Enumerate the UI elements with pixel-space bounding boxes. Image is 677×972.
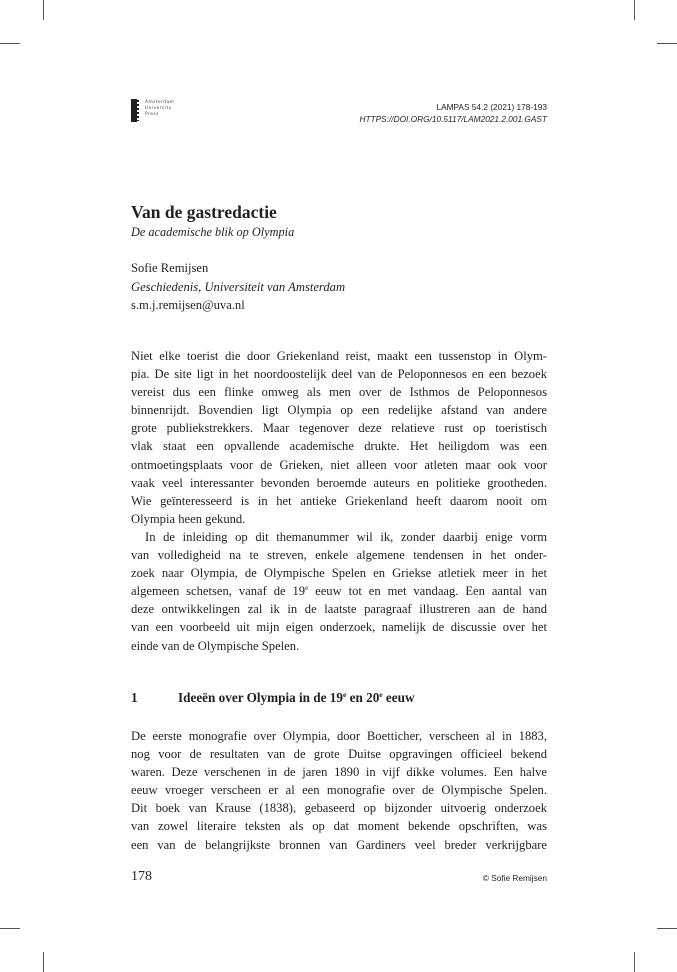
crop-mark	[634, 0, 635, 20]
author-name: Sofie Remijsen	[131, 261, 209, 275]
article-title: Van de gastredactie	[131, 202, 277, 222]
crop-mark	[43, 0, 44, 20]
page-number: 178	[131, 869, 152, 884]
paragraph: De eerste monografie over Olympia, door Boetticher, verscheen al in 1883, nog voor de resultaten van de grote Duitse opgravingen officieel bekend waren. Deze verschenen in de jaren 1890 in vijf dikke volumes. Een halve eeuw vroeger verscheen er al een monografie over de Olympische Spelen. Dit boek van Krause (1838), gebaseerd op bijzonder uitvoerig onderzoek van zowel literaire teksten als op dat moment bekende opschriften, was een van de belangrijkste bronnen van Gardiners veel breder verkrijgbare	[131, 729, 547, 852]
crop-mark	[634, 952, 635, 972]
section-title: Ideeën over Olympia in de 19e en 20e eeuw	[178, 690, 415, 705]
publisher-logo	[131, 99, 174, 122]
author-block	[131, 259, 345, 315]
section-text	[131, 727, 547, 854]
crop-mark	[43, 952, 44, 972]
journal-info	[359, 102, 547, 125]
author-email[interactable]: s.m.j.remijsen@uva.nl	[131, 298, 245, 312]
doi-link[interactable]: HTTPS://DOI.ORG/10.5117/LAM2021.2.001.GAST	[359, 113, 547, 124]
crop-mark	[657, 928, 677, 929]
copyright-notice: © Sofie Remijsen	[482, 873, 547, 883]
crop-mark	[0, 928, 20, 929]
journal-citation: LAMPAS 54.2 (2021) 178-193	[436, 102, 547, 112]
paragraph: Niet elke toerist die door Griekenland reist, maakt een tussenstop in Olym- pia. De site ligt in het noordoostelijk deel van de Peloponnesos en een bezoek vereist dus een flinke omweg als men over de Isthmos de Peloponnesos binnenrijdt. Bovendien ligt Olympia op een redelijke afstand van andere grote publiekstrekkers. Maar tegenover deze relatieve rust op toeristisch vlak staat een opvallende academische drukte. Het heiligdom was een ontmoetingsplaats voor de Grieken, niet alleen voor atleten maar ook voor vaak veel interessanter bevonden beroemde auteurs en politieke grootheden. Wie geïnteresseerd is in het antieke Griekenland heeft daarom nooit om Olympia heen gekund.	[131, 349, 547, 526]
crop-mark	[657, 43, 677, 44]
publisher-name: Amsterdam University Press	[145, 100, 175, 118]
crop-mark	[0, 43, 20, 44]
author-affiliation: Geschiedenis, Universiteit van Amsterdam	[131, 279, 346, 294]
article-subtitle: De academische blik op Olympia	[131, 225, 295, 239]
amsterdam-university-press-logo-icon	[131, 99, 137, 122]
paragraph: In de inleiding op dit themanummer wil ik, zonder daarbij enige vorm van volledigheid na te streven, enkele algemene tendensen in het onder- zoek naar Olympia, de Olympische Spelen en Griekse atletiek meer in het algemeen schetsen, vanaf de 19e eeuw tot en met vandaag. Een aantal van deze ontwikkelingen zal ik in de laatste paragraaf illustreren aan de hand van een voorbeeld uit mijn eigen onderzoek, namelijk de discussie over het einde van de Olympische Spelen.	[131, 529, 547, 653]
section-number: 1	[131, 690, 138, 705]
section-heading	[131, 689, 415, 707]
intro-text	[131, 347, 547, 655]
